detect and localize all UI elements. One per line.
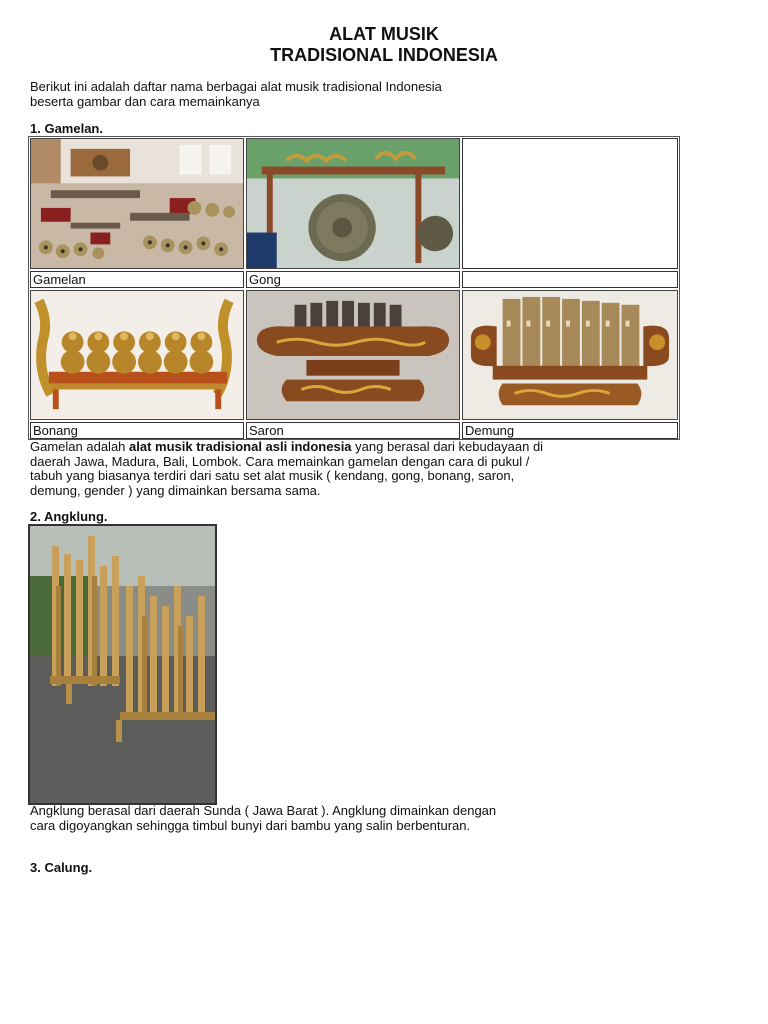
bonang-photo: [30, 290, 244, 420]
demung-photo: [462, 290, 678, 420]
gamelan-image-table: [28, 136, 680, 440]
angklung-desc-line-2: cara digoyangkan sehingga timbul bunyi dari bambu yang salin berbenturan.: [30, 817, 471, 833]
gamelan-ensemble-image: [31, 139, 243, 268]
angklung-desc-line-1: Angklung berasal dari daerah Sunda ( Jawa Barat ). Angklung dimainkan dengan: [30, 803, 497, 818]
section-heading-gamelan: 1. Gamelan.: [30, 121, 103, 136]
intro-line-2: beserta gambar dan cara memainkanya: [30, 93, 260, 109]
gong-photo: [246, 138, 460, 269]
angklung-photo: [28, 524, 217, 805]
intro-paragraph: [30, 80, 442, 109]
section-heading-angklung: 2. Angklung.: [30, 509, 108, 524]
gamelan-desc-post: yang berasal dari kebudayaan di: [351, 439, 544, 454]
gamelan-desc-bold: alat musik tradisional asli indonesia: [129, 439, 352, 454]
page-title: [0, 24, 768, 66]
caption-empty: [462, 271, 678, 288]
empty-image-cell: [462, 138, 678, 269]
gong-image: [247, 139, 459, 268]
gamelan-description: [30, 440, 543, 498]
caption-gamelan: Gamelan: [30, 271, 244, 288]
caption-saron: Saron: [246, 422, 460, 439]
gamelan-photo: [30, 138, 244, 269]
saron-photo: [246, 290, 460, 420]
caption-gong: Gong: [246, 271, 460, 288]
demung-image: [463, 291, 677, 419]
angklung-description: [30, 804, 496, 833]
intro-line-1: Berikut ini adalah daftar nama berbagai alat musik tradisional Indonesia: [30, 79, 442, 94]
gamelan-desc-line-3: tabuh yang biasanya terdiri dari satu set alat musik ( kendang, gong, bonang, saron,: [30, 468, 515, 483]
angklung-image: [30, 526, 215, 803]
caption-demung: Demung: [462, 422, 678, 439]
bonang-image: [31, 291, 243, 419]
gamelan-desc-line-4: demung, gender ) yang dimainkan bersama sama.: [30, 482, 321, 498]
caption-bonang: Bonang: [30, 422, 244, 439]
saron-image: [247, 291, 459, 419]
section-heading-calung: 3. Calung.: [30, 860, 93, 875]
gamelan-desc-line-2: daerah Jawa, Madura, Bali, Lombok. Cara memainkan gamelan dengan cara di pukul /: [30, 453, 530, 469]
gamelan-desc-pre: Gamelan adalah: [30, 439, 130, 454]
gamelan-desc-line-1: [30, 440, 543, 455]
title-line-2: TRADISIONAL INDONESIA: [270, 45, 498, 65]
title-line-1: ALAT MUSIK: [329, 24, 439, 44]
